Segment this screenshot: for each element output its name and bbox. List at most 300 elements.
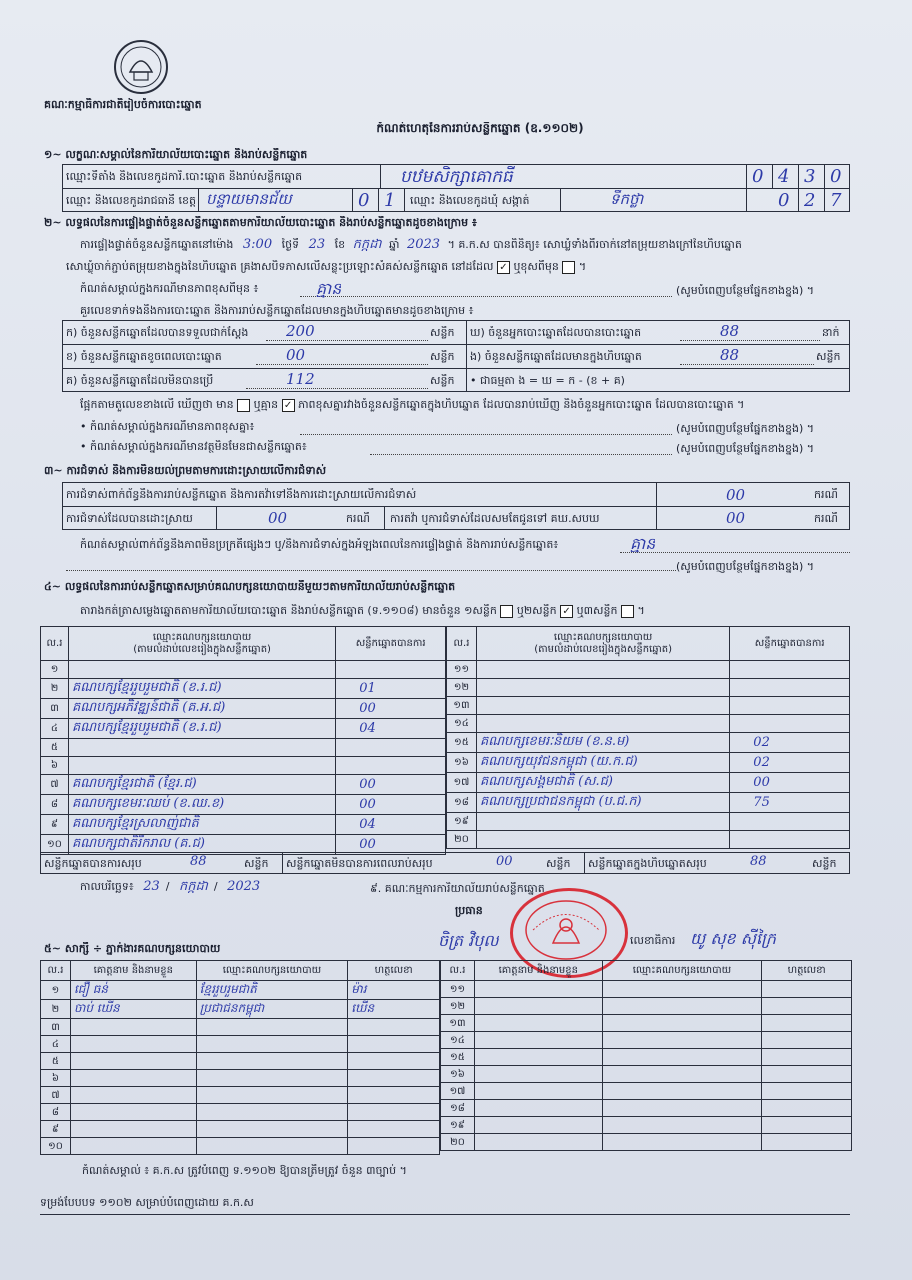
party-votes[interactable] (730, 715, 850, 733)
voters-value[interactable]: 88 (720, 322, 740, 340)
witness-name[interactable] (70, 981, 196, 1000)
witness-party[interactable] (602, 1083, 762, 1100)
table-row (41, 1121, 440, 1138)
party-name[interactable] (476, 661, 729, 679)
emblem-icon (112, 38, 170, 96)
table-row (41, 661, 446, 679)
date-day[interactable]: 23 (143, 880, 160, 893)
witness-col-party: ឈ្មោះគណបក្សនយោបាយ (602, 961, 762, 981)
row-number: ៣ (41, 699, 69, 719)
location-code-3[interactable]: 3 (804, 166, 816, 187)
row-number: ២០ (441, 1134, 475, 1151)
row-number: ១៣ (441, 1015, 475, 1032)
committee-label: ៩. គណៈកម្មការការិយាល័យរាប់សន្លឹកឆ្នោត (370, 882, 545, 895)
witness-col-party: ឈ្មោះគណបក្សនយោបាយ (196, 961, 348, 981)
section5-heading: ៥~ សាក្សី ÷ ភ្នាក់ងារគណបក្សនយោបាយ (44, 942, 221, 955)
witness-name[interactable] (474, 1100, 602, 1117)
table-row (447, 661, 850, 679)
party-votes[interactable] (730, 773, 850, 793)
table-row (41, 1087, 440, 1104)
diff-note-label: កំណត់សម្គាល់ក្នុងករណីមានភាពខុសពីមុន ៖ (80, 282, 259, 295)
no-diff-checkbox[interactable]: ✓ (282, 399, 295, 412)
party-name[interactable] (68, 775, 335, 795)
province-code-2[interactable]: 1 (384, 190, 396, 211)
witness-name[interactable] (70, 1053, 196, 1070)
resolved-unit: ករណី (346, 512, 370, 525)
verify-time[interactable]: 3:00 (242, 238, 273, 251)
witness-party[interactable] (602, 1032, 762, 1049)
location-code-1[interactable]: 0 (752, 166, 764, 187)
party-votes[interactable] (336, 815, 446, 835)
resolved-label: ការជំទាស់ដែលបានដោះស្រាយ (66, 512, 193, 525)
province-value[interactable]: បន្ទាយមានជ័យ (206, 190, 292, 208)
spoiled-unit: សន្លឹក (430, 350, 455, 363)
party-name-text: គណបក្សខ្មែរស្រលាញ់ជាតិ (71, 816, 199, 831)
witness-sign-text: ម៉ារ (351, 982, 367, 996)
col-party-subtitle: (តាមលំដាប់លេខរៀងក្នុងសន្លឹកឆ្នោត) (534, 643, 672, 655)
witness-sign[interactable] (348, 1070, 440, 1087)
witness-table-left (40, 960, 440, 1155)
objection-total-label: ការជំទាស់ពាក់ព័ន្ធនឹងការរាប់សន្លឹកឆ្នោត និងការតវ៉ាទៅនឹងការដោះស្រាយលើការជំទាស់ (66, 488, 417, 501)
witness-sign[interactable] (348, 1053, 440, 1070)
voters-unit: នាក់ (822, 326, 840, 339)
witness-name[interactable] (70, 1036, 196, 1053)
ballots-in-box-unit: សន្លឹក (816, 350, 841, 363)
witness-party[interactable] (602, 1134, 762, 1151)
witness-name[interactable] (474, 1032, 602, 1049)
table-row (441, 981, 852, 998)
witness-col-no: ល.រ (441, 961, 475, 981)
row-number: ២០ (447, 831, 477, 849)
total-box-value[interactable]: 88 (750, 854, 767, 869)
table-row (441, 1015, 852, 1032)
formula: • ជាធម្មតា ង = ឃ = ក - (ខ + គ) (470, 374, 625, 387)
has-diff-checkbox[interactable] (237, 399, 250, 412)
party-name-text: គណបក្សខ្មែរជាតិ (ខ្មែរ.ជ) (71, 776, 197, 791)
total-valid-unit: សន្លឹក (244, 857, 269, 870)
ballots-in-box-value[interactable]: 88 (720, 346, 740, 364)
row-number: ១៥ (447, 733, 477, 753)
witness-sign[interactable] (762, 1066, 852, 1083)
witness-name[interactable] (70, 1087, 196, 1104)
table-row (41, 795, 446, 815)
row-number: ៦ (41, 1070, 71, 1087)
table-row (41, 1070, 440, 1087)
location-label: ឈ្មោះទីតាំង និងលេខកូដការិ.បោះឆ្នោត និងរាប់សន្លឹកឆ្នោត (66, 170, 303, 183)
witness-party[interactable] (602, 998, 762, 1015)
two-sheet-label: ឬ២សន្លឹក (516, 604, 557, 617)
witness-name[interactable] (70, 1138, 196, 1155)
witness-sign[interactable] (348, 1138, 440, 1155)
total-invalid-value[interactable]: 00 (496, 854, 513, 869)
party-votes[interactable] (336, 679, 446, 699)
witness-party[interactable] (602, 1066, 762, 1083)
total-box-label: សន្លឹកឆ្នោតក្នុងហិបឆ្នោតសរុប (588, 857, 707, 870)
total-valid-value[interactable]: 88 (190, 854, 207, 869)
party-name[interactable] (68, 661, 335, 679)
secretary-label: លេខាធិការ (630, 934, 676, 947)
org-name: គណៈកម្មាធិការជាតិរៀបចំការបោះឆ្នោត (44, 98, 202, 111)
received-label: ក) ចំនួនសន្លឹកឆ្នោតដែលបានទទួលជាក់ស្តែង (66, 326, 249, 339)
witness-sign[interactable] (762, 1032, 852, 1049)
witness-sign[interactable] (348, 1019, 440, 1036)
party-name-text: គណបក្សសង្គមជាតិ (ស.ជ) (479, 774, 613, 789)
resolved-value[interactable]: 00 (268, 509, 288, 527)
party-votes[interactable] (336, 699, 446, 719)
witness-name[interactable] (474, 981, 602, 998)
witness-party[interactable] (196, 1087, 348, 1104)
location-value[interactable]: បឋមសិក្សាគោកធី (400, 167, 513, 187)
verify-day-label: ថ្ងៃទី (281, 238, 300, 251)
forwarded-unit: ករណី (814, 512, 838, 525)
spoiled-value[interactable]: 00 (286, 346, 306, 364)
row-number: ២ (41, 1000, 71, 1019)
location-code-2[interactable]: 4 (778, 166, 790, 187)
verify-line-2-text: សោឃ្លុំចាក់ភ្ជាប់តម្រុយខាងក្នុងនៃហិបឆ្នោត គ្រងាសបិទភាសលើសន្លុះប្រឡោះសំគស់សន្លឹកឆ្នោត នៅដដែល (66, 260, 494, 273)
witness-sign[interactable] (762, 1100, 852, 1117)
witness-name-text: ចាប់ ឃើន (73, 1001, 120, 1015)
witness-sign[interactable] (762, 1015, 852, 1032)
table-row (41, 1053, 440, 1070)
table-row (441, 1032, 852, 1049)
col-no-header: ល.រ (447, 627, 477, 661)
verify-line-1-tail: ។ គ.ក.ស បានពិនិត្យ៖ សោឃ្លុំទាំងពីរចាក់នៅតម្រុយខាងក្រៅនៃហិបឆ្នោត (447, 238, 742, 251)
bullet-object-note: • កំណត់សម្គាល់ក្នុងករណីមានវត្ថុមិនមែនជាសន្លឹកឆ្នោត៖ (80, 440, 307, 453)
witness-col-name: គោត្តនាម និងនាមខ្លួន (70, 961, 196, 981)
irregularity-note-value[interactable]: គ្មាន (630, 534, 656, 553)
row-number: ១១ (447, 661, 477, 679)
location-code-4[interactable]: 0 (830, 166, 842, 187)
party-name[interactable] (68, 699, 335, 719)
witness-party-text: ខ្មែររួបរួមជាតិ (199, 982, 257, 996)
witness-name[interactable] (474, 1117, 602, 1134)
table-row (447, 733, 850, 753)
table-row (441, 1083, 852, 1100)
witness-party[interactable] (602, 1015, 762, 1032)
row-number: ៤ (41, 1036, 71, 1053)
table-row (447, 773, 850, 793)
row-number: ១១ (441, 981, 475, 998)
witness-name[interactable] (70, 1070, 196, 1087)
witness-party[interactable] (196, 1000, 348, 1019)
witness-party[interactable] (602, 1049, 762, 1066)
sheets-line: តារាងកត់ត្រាសម្លេងឆ្នោតតាមការិយាល័យបោះឆ្នោត និងរាប់សន្លឹកឆ្នោត (ទ.១១០៨) មានចំនួន ១សន្លឹក ឬ២សន្លឹក ✓ ឬ៣សន្លឹក ។ (80, 604, 645, 617)
witness-party[interactable] (196, 1070, 348, 1087)
match-tail: ភាពខុសគ្នារវាងចំនួនសន្លឹកឆ្នោតក្នុងហិបឆ្នោត ដែលបានរាប់ឃើញ និងចំនួនអ្នកបោះឆ្នោត ដែលបានបោះឆ្នោត ។ (298, 398, 745, 411)
table-row (441, 1117, 852, 1134)
party-votes[interactable] (730, 793, 850, 813)
witness-party[interactable] (602, 1100, 762, 1117)
table-row (447, 679, 850, 697)
row-number: ១៩ (441, 1117, 475, 1134)
irregularity-note-label: កំណត់សម្គាល់ពាក់ព័ន្ធនឹងភាពមិនប្រក្រតីផ្សេងៗ ឬ/និងការជំទាស់ក្នុងអំឡុងពេលនៃការផ្ទៀងផ្ទាត់ និងការរាប់សន្លឹកឆ្នោត៖ (80, 538, 559, 551)
party-name-text: គណបក្សជាតិរីករាល (គ.ជ) (71, 836, 205, 851)
row-number: ៩ (41, 1121, 71, 1138)
witness-name[interactable] (474, 1066, 602, 1083)
witness-name[interactable] (70, 1121, 196, 1138)
party-name[interactable] (476, 813, 729, 831)
party-name-text: គណបក្សខ្មែររួបរួមជាតិ (ខ.រ.ជ) (71, 720, 222, 735)
party-votes[interactable] (730, 697, 850, 715)
witness-name[interactable] (474, 998, 602, 1015)
party-results-table-left (40, 626, 446, 855)
diff-note-value[interactable]: គ្មាន (316, 279, 342, 298)
date-line: កាលបរិច្ឆេទ៖ 23 / កក្កដា / 2023 (80, 880, 261, 893)
party-name[interactable] (476, 793, 729, 813)
party-name[interactable] (476, 697, 729, 715)
row-number: ១៣ (447, 697, 477, 715)
table-row (441, 1100, 852, 1117)
party-votes-text: 04 (359, 817, 376, 832)
row-number: ៧ (41, 775, 69, 795)
unused-label: គ) ចំនួនសន្លឹកឆ្នោតដែលមិនបានប្រើ (66, 374, 214, 387)
two-sheet-checkbox[interactable]: ✓ (560, 605, 573, 618)
witness-party[interactable] (196, 981, 348, 1000)
table-row (41, 981, 440, 1000)
witness-party[interactable] (602, 1117, 762, 1134)
party-votes[interactable] (730, 679, 850, 697)
party-name[interactable] (68, 795, 335, 815)
witness-name[interactable] (70, 1019, 196, 1036)
witness-sign[interactable] (762, 1134, 852, 1151)
witness-sign[interactable] (762, 1117, 852, 1134)
witness-sign[interactable] (348, 1000, 440, 1019)
row-number: ១៧ (441, 1083, 475, 1100)
witness-sign[interactable] (762, 998, 852, 1015)
col-party-title: ឈ្មោះគណបក្សនយោបាយ (152, 631, 252, 643)
date-month[interactable]: កក្កដា (178, 880, 208, 893)
party-name-text: គណបក្សប្រជាជនកម្ពុជា (ប.ជ.ក) (479, 794, 642, 809)
row-number: ៤ (41, 719, 69, 739)
row-number: ៨ (41, 795, 69, 815)
row-number: ២ (41, 679, 69, 699)
witness-name[interactable] (70, 1104, 196, 1121)
row-number: ៨ (41, 1104, 71, 1121)
party-votes-text: 00 (753, 775, 770, 790)
party-votes[interactable] (730, 753, 850, 773)
row-number: ១៥ (441, 1049, 475, 1066)
one-sheet-checkbox[interactable] (500, 605, 513, 618)
witness-sign[interactable] (348, 1104, 440, 1121)
party-name[interactable] (68, 757, 335, 775)
received-value[interactable]: 200 (286, 322, 315, 340)
party-votes-text: 75 (753, 795, 770, 810)
party-votes[interactable] (730, 831, 850, 849)
party-votes[interactable] (730, 661, 850, 679)
party-votes[interactable] (336, 661, 446, 679)
party-votes-text: 00 (359, 777, 376, 792)
row-number: ៧ (41, 1087, 71, 1104)
section1-heading: ១~ លក្ខណៈសម្គាល់នៃការិយាល័យបោះឆ្នោត និងរាប់សន្លឹកឆ្នោត (44, 148, 308, 161)
row-number: ១០ (41, 835, 69, 855)
witness-party[interactable] (196, 1053, 348, 1070)
verify-year-label: ឆ្នាំ (389, 238, 400, 251)
col-votes-header: សន្លឹកឆ្នោតបានការ (336, 627, 446, 661)
three-sheet-label: ឬ៣សន្លឹក (576, 604, 618, 617)
three-sheet-checkbox[interactable] (621, 605, 634, 618)
voters-label: ឃ) ចំនួនអ្នកបោះឆ្នោតដែលបានបោះឆ្នោត (470, 326, 642, 339)
witness-party[interactable] (196, 1138, 348, 1155)
table-row (447, 813, 850, 831)
col-party-subtitle: (តាមលំដាប់លេខរៀងក្នុងសន្លឹកឆ្នោត) (133, 643, 271, 655)
party-name[interactable] (476, 733, 729, 753)
section3-heading: ៣~ ការជំទាស់ និងការមិនយល់ព្រមតាមការដោះស្រាយលើការជំទាស់ (44, 464, 327, 477)
party-name-text: គណបក្សខេមរៈនិយម (ខ.ន.ម) (479, 734, 630, 749)
row-number: ១ (41, 661, 69, 679)
table-row (41, 739, 446, 757)
party-name[interactable] (476, 679, 729, 697)
party-votes[interactable] (730, 813, 850, 831)
sheets-label: តារាងកត់ត្រាសម្លេងឆ្នោតតាមការិយាល័យបោះឆ្នោត និងរាប់សន្លឹកឆ្នោត (ទ.១១០៨) មានចំនួន ១សន្លឹក (80, 604, 497, 617)
commune-code-1[interactable]: 0 (778, 190, 790, 211)
witness-col-name: គោត្តនាម និងនាមខ្លួន (474, 961, 602, 981)
row-number: ១៨ (447, 793, 477, 813)
commune-label: ឈ្មោះ និងលេខកូដឃុំ សង្កាត់ (410, 194, 530, 207)
chair-signature[interactable]: ចិត្រ វិបុល (438, 931, 499, 950)
party-name-text: គណបក្សខ្មែររួបរួមជាតិ (ខ.រ.ជ) (71, 680, 222, 695)
row-number: ៣ (41, 1019, 71, 1036)
table-row (41, 1000, 440, 1019)
verify-time-label: ការផ្ទៀងផ្ទាត់ចំនួនសន្លឹកឆ្នោតនៅម៉ោង (80, 238, 234, 251)
row-number: ១០ (41, 1138, 71, 1155)
table-row (441, 998, 852, 1015)
witness-col-sign: ហត្ថលេខា (762, 961, 852, 981)
different-checkbox[interactable] (562, 261, 575, 274)
ballots-in-box-label: ង) ចំនួនសន្លឹកឆ្នោតដែលមានក្នុងហិបឆ្នោត (470, 350, 642, 363)
row-number: ១២ (447, 679, 477, 697)
witness-table-right (440, 960, 852, 1151)
row-number: ៥ (41, 739, 69, 757)
row-number: ១៧ (447, 773, 477, 793)
witness-party[interactable] (196, 1036, 348, 1053)
different-label: ឬខុសពីមុន (513, 260, 559, 273)
section2-heading: ២~ លទ្ធផលនៃការផ្ទៀងផ្ទាត់ចំនួនសន្លឹកឆ្នោតតាមការិយាល័យបោះឆ្នោត និងរាប់សន្លឹកឆ្នោតដូចខាងក្រោម ៖ (44, 216, 477, 229)
party-name[interactable] (476, 831, 729, 849)
date-year[interactable]: 2023 (227, 880, 261, 893)
bullet-diff-note: • កំណត់សម្គាល់ក្នុងករណីមានភាពខុសគ្នា៖ (80, 420, 255, 433)
witness-party-text: ប្រជាជនកម្ពុជា (199, 1001, 265, 1015)
verify-year[interactable]: 2023 (406, 238, 441, 251)
objection-total-unit: ករណី (814, 488, 838, 501)
footnote: កំណត់សម្គាល់ ៖ គ.ក.ស ត្រូវបំពេញ ទ.១១០២ ឱ្យបានត្រឹមត្រូវ ចំនួន ៣ច្បាប់ ។ (82, 1164, 407, 1177)
party-name[interactable] (68, 815, 335, 835)
table-row (41, 679, 446, 699)
party-name[interactable] (476, 773, 729, 793)
commune-value[interactable]: ទឹកថ្លា (610, 190, 644, 208)
party-name-text: គណបក្សអភិវឌ្ឍន៍ជាតិ (គ.អ.ជ) (71, 700, 226, 715)
witness-sign[interactable] (348, 1087, 440, 1104)
witness-party[interactable] (196, 1104, 348, 1121)
witness-name[interactable] (474, 1049, 602, 1066)
table-row (441, 1134, 852, 1151)
party-name[interactable] (476, 715, 729, 733)
match-line (80, 398, 860, 412)
irregularity-hint: (សូមបំពេញបន្ថែមផ្នែកខាងខ្នង) ។ (676, 560, 815, 573)
witness-party[interactable] (196, 1121, 348, 1138)
witness-sign[interactable] (762, 1049, 852, 1066)
witness-sign[interactable] (348, 1036, 440, 1053)
row-number: ១៦ (447, 753, 477, 773)
witness-sign[interactable] (348, 1121, 440, 1138)
witness-col-no: ល.រ (41, 961, 71, 981)
table-row (41, 1019, 440, 1036)
party-name[interactable] (68, 719, 335, 739)
witness-name[interactable] (70, 1000, 196, 1019)
witness-name[interactable] (474, 1134, 602, 1151)
party-votes-text: 04 (359, 721, 376, 736)
commune-code-3[interactable]: 7 (830, 190, 842, 211)
col-no-header: ល.រ (41, 627, 69, 661)
party-name-text: គណបក្សខេមរៈឈប់ (ខ.ឈ.ខ) (71, 796, 225, 811)
bullet-diff-hint: (សូមបំពេញបន្ថែមផ្នែកខាងខ្នង) ។ (676, 422, 815, 435)
party-votes-text: 02 (753, 755, 770, 770)
spoiled-label: ខ) ចំនួនសន្លឹកឆ្នោតខូចពេលបោះឆ្នោត (66, 350, 222, 363)
verify-month-label: ខែ (334, 238, 346, 251)
witness-sign[interactable] (762, 981, 852, 998)
party-name[interactable] (476, 753, 729, 773)
forwarded-value[interactable]: 00 (726, 509, 746, 527)
party-name[interactable] (68, 739, 335, 757)
table-row (447, 793, 850, 813)
party-votes[interactable] (336, 739, 446, 757)
party-votes[interactable] (336, 795, 446, 815)
table-row (447, 831, 850, 849)
party-results-table-right (446, 626, 850, 849)
witness-party[interactable] (602, 981, 762, 998)
verify-month[interactable]: កក្កដា (352, 238, 382, 251)
party-votes[interactable] (336, 757, 446, 775)
party-votes-text: 00 (359, 837, 376, 852)
verify-day[interactable]: 23 (308, 238, 326, 251)
province-code-1[interactable]: 0 (358, 190, 370, 211)
diff-note-hint: (សូមបំពេញបន្ថែមផ្នែកខាងខ្នង) ។ (676, 284, 815, 297)
party-votes[interactable] (336, 775, 446, 795)
table-row (41, 1138, 440, 1155)
party-name-text: គណបក្សយុវជនកម្ពុជា (យ.ក.ជ) (479, 754, 638, 769)
witness-sign-text: ឃើន (351, 1001, 375, 1015)
col-party-title: ឈ្មោះគណបក្សនយោបាយ (553, 631, 653, 643)
section4-heading: ៤~ លទ្ធផលនៃការរាប់សន្លឹកឆ្នោតសម្រាប់គណបក្សនយោបាយនីមួយៗតាមការិយាល័យរាប់សន្លឹកឆ្នោត (44, 580, 456, 593)
commune-code-2[interactable]: 2 (804, 190, 816, 211)
objection-total-value[interactable]: 00 (726, 486, 746, 504)
total-valid-label: សន្លឹកឆ្នោតបានការសរុប (44, 857, 142, 870)
date-label: កាលបរិច្ឆេទ៖ (80, 880, 134, 893)
party-name[interactable] (68, 679, 335, 699)
chair-label: ប្រធាន (455, 904, 483, 917)
table-row (447, 697, 850, 715)
row-number: ១៩ (447, 813, 477, 831)
table-row (41, 775, 446, 795)
witness-sign[interactable] (762, 1083, 852, 1100)
witness-sign[interactable] (348, 981, 440, 1000)
party-votes-text: 00 (359, 797, 376, 812)
witness-col-sign: ហត្ថលេខា (348, 961, 440, 981)
same-checkbox[interactable]: ✓ (497, 261, 510, 274)
row-number: ១៤ (447, 715, 477, 733)
page-title: កំណត់ហេតុនៃការរាប់សន្លឹកឆ្នោត (ឧ.១១០២) (376, 122, 584, 135)
row-number: ៩ (41, 815, 69, 835)
witness-name[interactable] (474, 1015, 602, 1032)
witness-name[interactable] (474, 1083, 602, 1100)
col-votes-header: សន្លឹកឆ្នោតបានការ (730, 627, 850, 661)
unused-value[interactable]: 112 (286, 370, 315, 388)
party-votes[interactable] (336, 719, 446, 739)
party-votes[interactable] (730, 733, 850, 753)
secretary-signature[interactable]: យូ សុខ ស៊ីក្រៃ (690, 929, 777, 948)
witness-party[interactable] (196, 1019, 348, 1036)
row-number: ១ (41, 981, 71, 1000)
table-row (41, 699, 446, 719)
